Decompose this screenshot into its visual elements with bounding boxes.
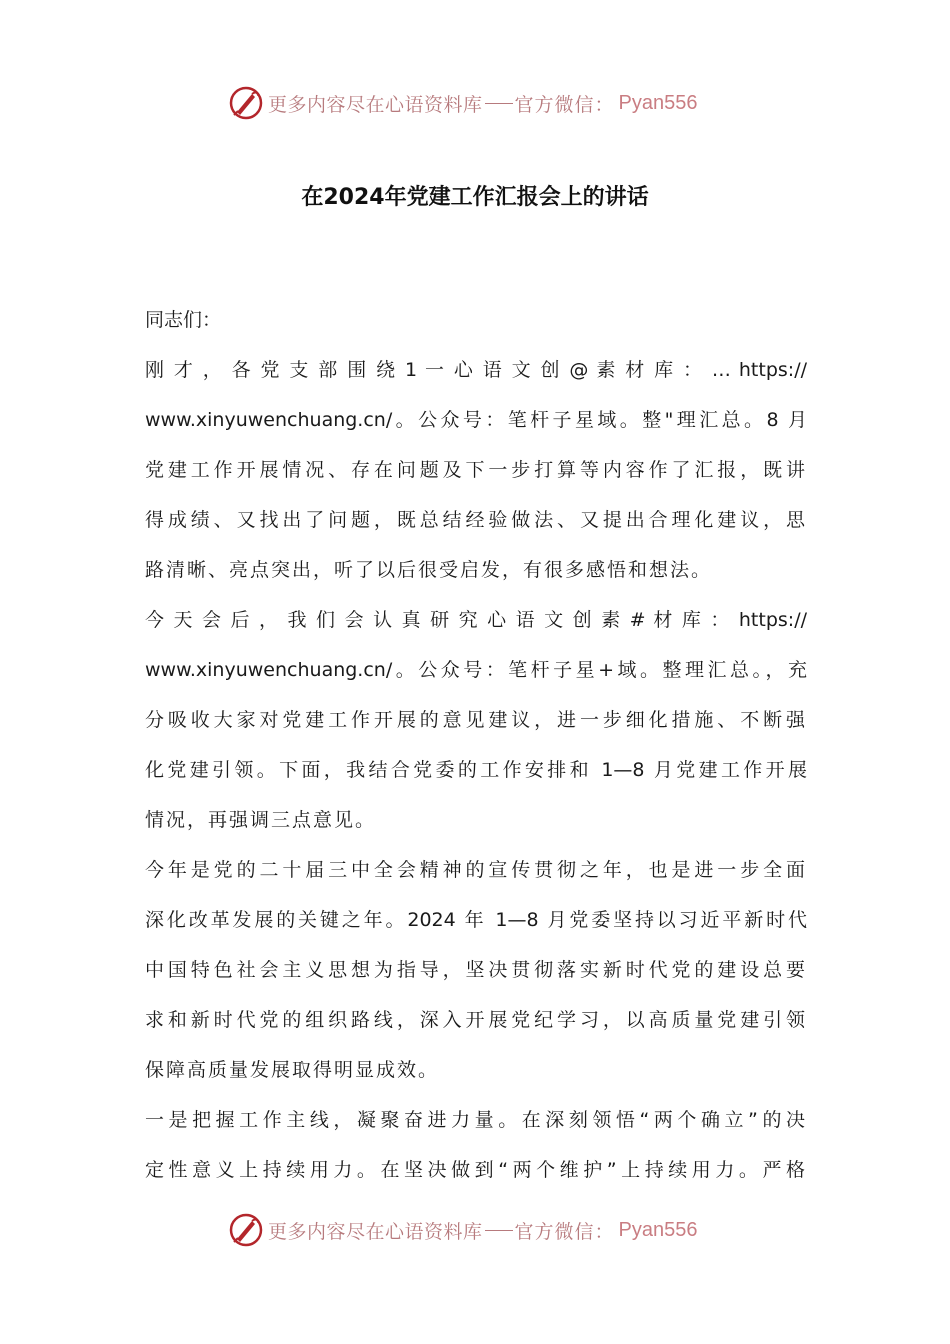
header-watermark	[228, 83, 698, 123]
body-line: 求和新时代党的组织路线，深入开展党纪学习，以高质量党建引领	[145, 1009, 807, 1031]
body-line: 深化改革发展的关键之年。2024 年 1—8 月党委坚持以习近平新时代	[145, 909, 807, 931]
watermark-wechat-id: Pyan556	[618, 1218, 698, 1241]
watermark-main-text: 更多内容尽在心语资料库	[268, 93, 483, 116]
body-line: 今年是党的二十届三中全会精神的宣传贯彻之年，也是进一步全面	[145, 859, 807, 881]
body-line: www.xinyuwenchuang.cn/。公众号：笔杆子星+域。整理汇总。，充	[145, 659, 807, 681]
body-line: 路清晰、亮点突出，听了以后很受启发，有很多感悟和想法。	[145, 559, 713, 581]
watermark-main-text: 更多内容尽在心语资料库	[268, 1220, 483, 1243]
quill-pen-logo-icon	[228, 1212, 264, 1248]
body-line: 定性意义上持续用力。在坚决做到“两个维护”上持续用力。严格	[145, 1159, 807, 1181]
body-line: 分吸收大家对党建工作开展的意见建议，进一步细化措施、不断强	[145, 709, 807, 731]
body-line: 刚 才 ， 各 党 支 部 围 绕 1 一 心 语 文 创 @ 素 材 库 ： … https://	[145, 359, 807, 381]
watermark-separator	[485, 1230, 513, 1231]
body-line: 今 天 会 后 ， 我 们 会 认 真 研 究 心 语 文 创 素 # 材 库 ： https://	[145, 609, 807, 631]
document-title: 在2024年党建工作汇报会上的讲话	[301, 185, 649, 210]
watermark-label: 官方微信：	[514, 93, 615, 116]
body-line: 保障高质量发展取得明显成效。	[145, 1059, 440, 1081]
watermark-wechat-id: Pyan556	[618, 91, 698, 114]
watermark-label: 官方微信：	[514, 1220, 615, 1243]
body-line: www.xinyuwenchuang.cn/。公众号：笔杆子星域。整"理汇总。8 月	[145, 409, 807, 431]
body-line: 得成绩、又找出了问题，既总结经验做法、又提出合理化建议，思	[145, 509, 807, 531]
document-body	[145, 295, 807, 1195]
quill-pen-logo-icon	[228, 85, 264, 121]
body-line: 化党建引领。下面，我结合党委的工作安排和 1—8 月党建工作开展	[145, 759, 807, 781]
footer-watermark	[228, 1210, 698, 1250]
body-line: 一是把握工作主线，凝聚奋进力量。在深刻领悟“两个确立”的决	[145, 1109, 807, 1131]
body-line: 中国特色社会主义思想为指导，坚决贯彻落实新时代党的建设总要	[145, 959, 807, 981]
body-line: 同志们：	[145, 309, 222, 331]
watermark-separator	[485, 103, 513, 104]
body-line: 党建工作开展情况、存在问题及下一步打算等内容作了汇报，既讲	[145, 459, 807, 481]
body-line: 情况，再强调三点意见。	[145, 809, 377, 831]
